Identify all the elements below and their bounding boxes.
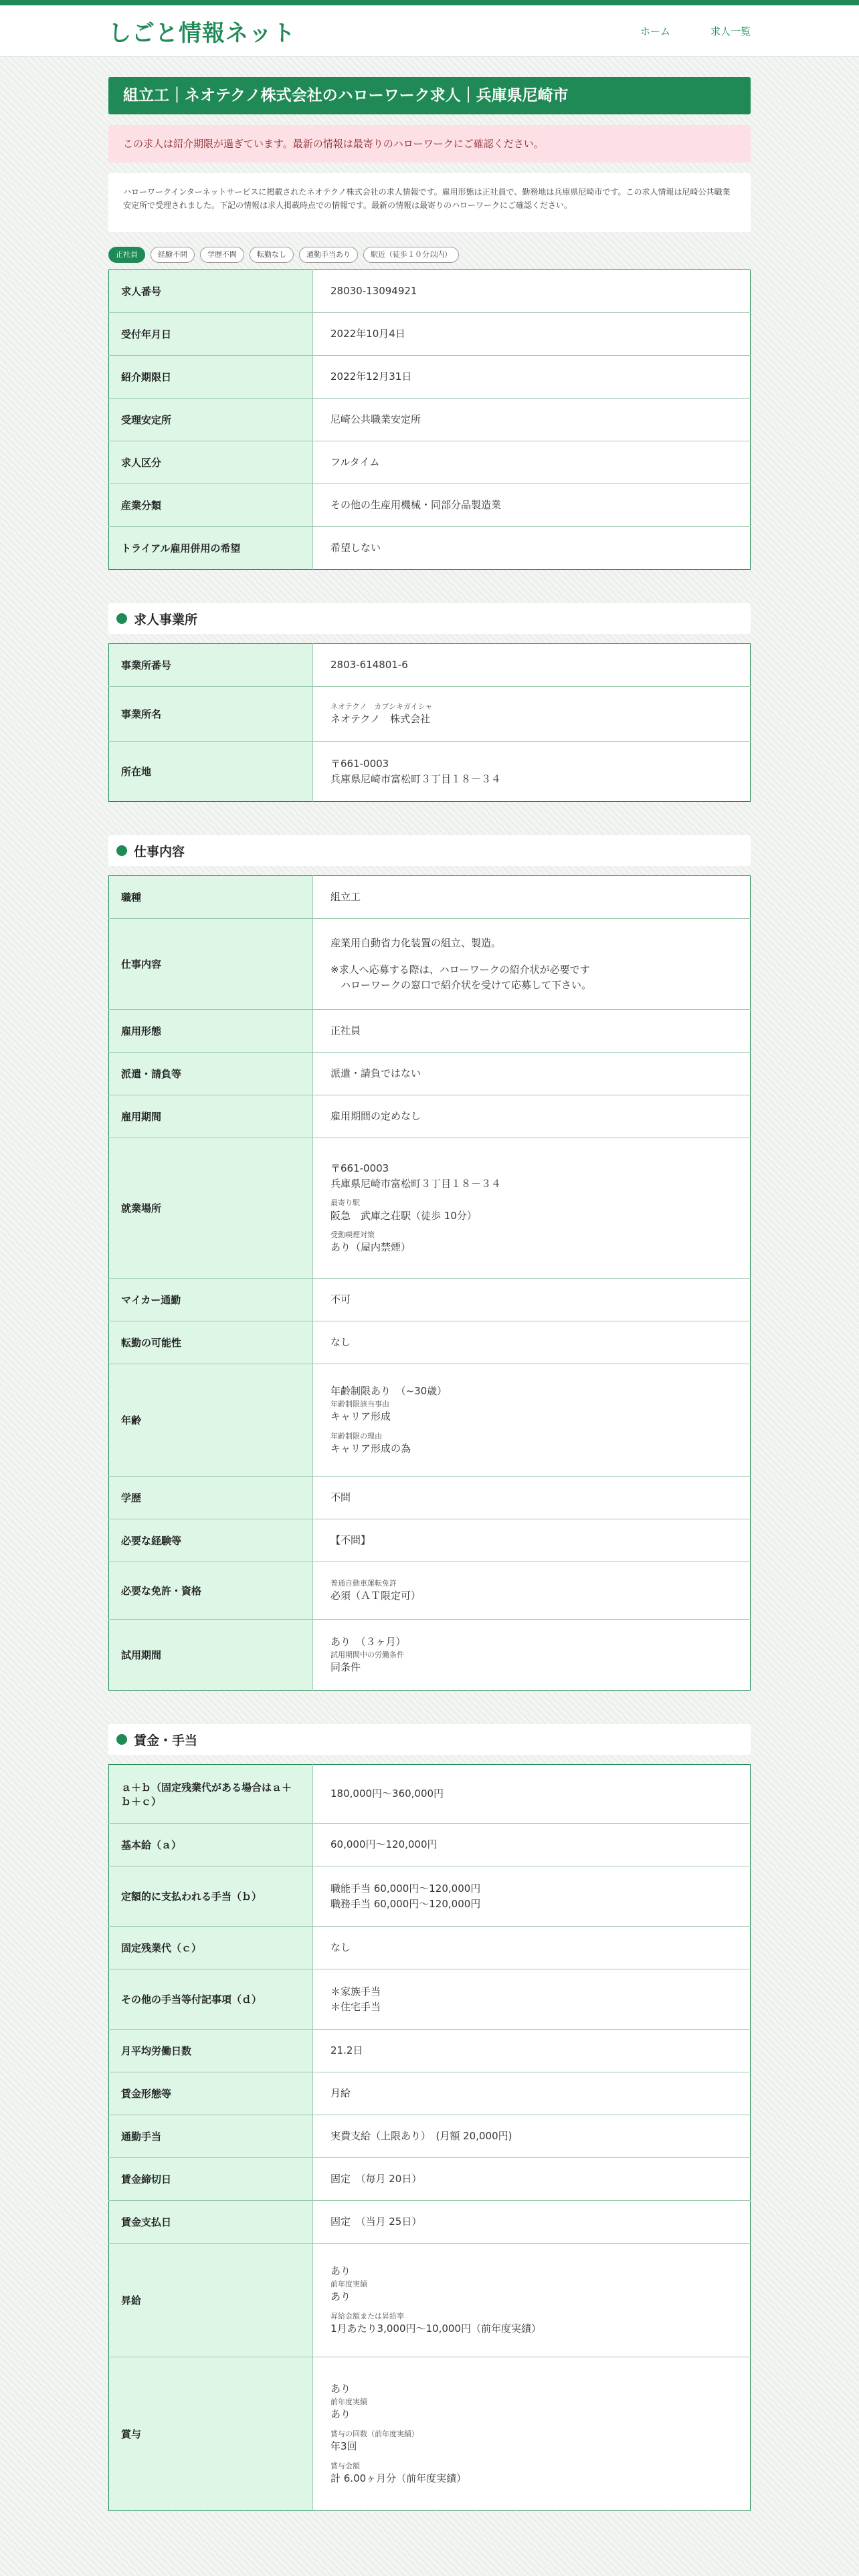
other-allowance-line: ＊住宅手当 — [330, 2000, 381, 2013]
spacer — [330, 950, 733, 962]
raise-prev-label: 前年度実績 — [330, 2279, 367, 2288]
bullet-dot-icon — [116, 845, 127, 856]
trial-cond: 同条件 — [330, 1661, 361, 1674]
row-value: 雇用期間の定めなし — [313, 1095, 751, 1138]
row-value: 派遣・請負ではない — [313, 1053, 751, 1095]
row-value — [313, 1138, 751, 1279]
table-row — [109, 1866, 751, 1927]
row-label: 固定残業代（ｃ） — [109, 1927, 313, 1969]
age-type-label: 年齢制限該当事由 — [330, 1399, 389, 1408]
table-row — [109, 2115, 751, 2158]
work-content-line: ※求人へ応募する際は、ハローワークの紹介状が必要です — [330, 964, 590, 976]
table-row — [109, 687, 751, 742]
spacer — [330, 2304, 733, 2311]
bonus-prev-value: あり — [330, 2408, 351, 2421]
row-value: 組立工 — [313, 876, 751, 919]
row-value: 不問 — [313, 1477, 751, 1519]
row-value — [313, 1969, 751, 2030]
office-zip: 〒661-0003 — [330, 758, 389, 770]
place-zip: 〒661-0003 — [330, 1162, 389, 1175]
table-row — [109, 1095, 751, 1138]
spacer — [330, 1191, 733, 1198]
bonus-prev-label: 前年度実績 — [330, 2397, 367, 2406]
section-heading-office — [108, 603, 751, 634]
row-value: なし — [313, 1321, 751, 1364]
other-allowance-line: ＊家族手当 — [330, 1985, 381, 1998]
spacer — [330, 2454, 733, 2461]
table-row — [109, 441, 751, 484]
row-label: 学歴 — [109, 1477, 313, 1519]
age-value: 年齢制限あり （~30歳） — [330, 1385, 448, 1398]
tag-no-education: 学歴不問 — [200, 247, 244, 263]
row-label: 派遣・請負等 — [109, 1053, 313, 1095]
table-row — [109, 1321, 751, 1364]
row-label: 紹介期限日 — [109, 356, 313, 399]
row-value: その他の生産用機械・同部分品製造業 — [313, 484, 751, 527]
smoking-label: 受動喫煙対策 — [330, 1230, 375, 1239]
tag-list — [108, 247, 751, 263]
row-label: 通勤手当 — [109, 2115, 313, 2158]
bonus-amount-label: 賞与金額 — [330, 2461, 360, 2470]
row-value — [313, 919, 751, 1010]
table-row — [109, 742, 751, 802]
age-reason-value: キャリア形成の為 — [330, 1442, 411, 1455]
row-label: 定額的に支払われる手当（ｂ） — [109, 1866, 313, 1927]
table-row — [109, 313, 751, 356]
nav-home-link[interactable]: ホーム — [640, 25, 670, 37]
license-sub: 普通自動車運転免許 — [330, 1578, 397, 1588]
row-value — [313, 1562, 751, 1620]
site-header — [0, 5, 859, 57]
tag-no-transfer: 転勤なし — [250, 247, 294, 263]
table-row — [109, 484, 751, 527]
row-label: 就業場所 — [109, 1138, 313, 1279]
table-row — [109, 1010, 751, 1053]
table-row — [109, 1969, 751, 2030]
table-row — [109, 1053, 751, 1095]
row-label: 試用期間 — [109, 1620, 313, 1691]
table-row — [109, 270, 751, 313]
trial-sub: 試用期間中の労働条件 — [330, 1650, 404, 1659]
office-name: ネオテクノ 株式会社 — [330, 712, 431, 725]
section-heading-text: 仕事内容 — [134, 844, 185, 859]
row-label: 昇給 — [109, 2244, 313, 2357]
row-value: 28030-13094921 — [313, 270, 751, 313]
license-value: 必須（ＡＴ限定可） — [330, 1589, 421, 1602]
wage-info-table — [108, 1764, 751, 2511]
place-address: 兵庫県尼崎市富松町３丁目１８－３４ — [330, 1177, 502, 1190]
row-value — [313, 1364, 751, 1477]
bullet-dot-icon — [116, 1734, 127, 1745]
spacer — [330, 1223, 733, 1230]
table-row — [109, 1138, 751, 1279]
table-row — [109, 1364, 751, 1477]
section-heading-work — [108, 835, 751, 866]
trial-value: あり （３ヶ月） — [330, 1636, 406, 1648]
row-value — [313, 742, 751, 802]
row-label: 月平均労働日数 — [109, 2030, 313, 2072]
row-value — [313, 1866, 751, 1927]
row-value: 2022年12月31日 — [313, 356, 751, 399]
tag-commute-allowance: 通勤手当あり — [299, 247, 358, 263]
table-row — [109, 527, 751, 570]
table-row — [109, 644, 751, 687]
job-description-summary: ハローワークインターネットサービスに掲載されたネオテクノ株式会社の求人情報です。雇用形態は正社員で、勤務地は兵庫県尼崎市です。この求人情報は尼崎公共職業安定所で受理されました。下記の情報は求人掲載時点での情報です。最新の情報は最寄りのハローワークにご確認ください。 — [108, 173, 751, 232]
table-row — [109, 1620, 751, 1691]
smoking-value: あり（屋内禁煙） — [330, 1241, 411, 1254]
bonus-amount-value: 計 6.00ヶ月分（前年度実績） — [330, 2472, 467, 2485]
row-value: 正社員 — [313, 1010, 751, 1053]
row-label: その他の手当等付記事項（ｄ） — [109, 1969, 313, 2030]
row-label: 求人番号 — [109, 270, 313, 313]
row-label: 必要な経験等 — [109, 1519, 313, 1562]
table-row — [109, 919, 751, 1010]
allowance-line: 職務手当 60,000円〜120,000円 — [330, 1897, 481, 1910]
row-value — [313, 1620, 751, 1691]
age-reason-label: 年齢制限の理由 — [330, 1431, 382, 1440]
row-label: 基本給（ａ） — [109, 1824, 313, 1866]
tag-fulltime: 正社員 — [108, 247, 145, 263]
bonus-value: あり — [330, 2383, 351, 2395]
row-label: 受付年月日 — [109, 313, 313, 356]
row-value: 【不問】 — [313, 1519, 751, 1562]
office-address: 兵庫県尼崎市富松町３丁目１８－３４ — [330, 772, 502, 785]
basic-info-table — [108, 270, 751, 570]
row-value — [313, 2244, 751, 2357]
bonus-times-label: 賞与の回数（前年度実績） — [330, 2429, 419, 2438]
tag-no-experience: 経験不問 — [151, 247, 195, 263]
row-value: フルタイム — [313, 441, 751, 484]
work-content-line: ハローワークの窓口で紹介状を受けて応募して下さい。 — [330, 978, 592, 991]
work-content-line: 産業用自動省力化装置の組立、製造。 — [330, 936, 502, 949]
row-label: 受理安定所 — [109, 399, 313, 441]
work-info-table — [108, 875, 751, 1691]
row-value: 2803-614801-6 — [313, 644, 751, 687]
page-title: 組立工｜ネオテクノ株式会社のハローワーク求人｜兵庫県尼崎市 — [108, 77, 751, 114]
main-content — [108, 57, 751, 2511]
office-info-table — [108, 643, 751, 802]
site-logo[interactable]: しごと情報ネット — [108, 19, 296, 47]
age-type-value: キャリア形成 — [330, 1410, 391, 1423]
tag-near-station: 駅近（徒歩１０分以内） — [363, 247, 459, 263]
section-heading-wage — [108, 1724, 751, 1755]
table-row — [109, 1927, 751, 1969]
row-value: 21.2日 — [313, 2030, 751, 2072]
nav-job-list-link[interactable]: 求人一覧 — [710, 25, 751, 37]
row-label: 転勤の可能性 — [109, 1321, 313, 1364]
row-label: 産業分類 — [109, 484, 313, 527]
row-label: 所在地 — [109, 742, 313, 802]
table-row — [109, 2072, 751, 2115]
row-label: 賃金締切日 — [109, 2158, 313, 2201]
table-row — [109, 2201, 751, 2244]
row-value: 固定 （毎月 20日） — [313, 2158, 751, 2201]
row-label: 事業所番号 — [109, 644, 313, 687]
row-value — [313, 2357, 751, 2511]
row-label: 職種 — [109, 876, 313, 919]
row-label: 仕事内容 — [109, 919, 313, 1010]
row-label: ａ＋ｂ（固定残業代がある場合はａ＋ｂ＋ｃ） — [109, 1765, 313, 1824]
raise-value: あり — [330, 2265, 351, 2278]
row-value: 尼崎公共職業安定所 — [313, 399, 751, 441]
row-value: 2022年10月4日 — [313, 313, 751, 356]
row-value: なし — [313, 1927, 751, 1969]
top-accent-bar — [0, 0, 859, 5]
row-label: 賃金形態等 — [109, 2072, 313, 2115]
row-label: 雇用期間 — [109, 1095, 313, 1138]
section-heading-text: 賃金・手当 — [134, 1733, 198, 1748]
table-row — [109, 356, 751, 399]
row-label: 求人区分 — [109, 441, 313, 484]
row-value: 固定 （当月 25日） — [313, 2201, 751, 2244]
row-value: 180,000円〜360,000円 — [313, 1765, 751, 1824]
row-label: 年齢 — [109, 1364, 313, 1477]
row-label: マイカー通勤 — [109, 1279, 313, 1321]
allowance-line: 職能手当 60,000円〜120,000円 — [330, 1883, 481, 1895]
row-label: 雇用形態 — [109, 1010, 313, 1053]
bullet-dot-icon — [116, 613, 127, 624]
table-row — [109, 399, 751, 441]
main-nav — [640, 24, 751, 38]
table-row — [109, 1279, 751, 1321]
table-row — [109, 1562, 751, 1620]
row-label: 事業所名 — [109, 687, 313, 742]
spacer — [330, 2422, 733, 2429]
expired-notice: この求人は紹介期限が過ぎています。最新の情報は最寄りのハローワークにご確認ください。 — [108, 125, 751, 163]
row-value: 希望しない — [330, 542, 381, 554]
table-row — [109, 2357, 751, 2511]
raise-amount-label: 昇給金額または昇給率 — [330, 2311, 404, 2321]
table-row — [109, 1519, 751, 1562]
table-row — [109, 1477, 751, 1519]
office-name-kana: ネオテクノ カブシキガイシャ — [330, 702, 433, 711]
table-row — [109, 876, 751, 919]
row-value: 60,000円〜120,000円 — [313, 1824, 751, 1866]
row-label: 賃金支払日 — [109, 2201, 313, 2244]
row-label: トライアル雇用併用の希望 — [109, 527, 313, 570]
raise-amount-value: 1月あたり3,000円〜10,000円（前年度実績） — [330, 2323, 541, 2335]
section-heading-text: 求人事業所 — [134, 612, 198, 627]
table-row — [109, 1765, 751, 1824]
station-label: 最寄り駅 — [330, 1198, 360, 1208]
row-value — [313, 687, 751, 742]
row-label: 必要な免許・資格 — [109, 1562, 313, 1620]
station-value: 阪急 武庫之荘駅（徒歩 10分） — [330, 1209, 477, 1222]
table-row — [109, 2158, 751, 2201]
table-row — [109, 2244, 751, 2357]
row-value: 月給 — [313, 2072, 751, 2115]
row-value: 不可 — [313, 1279, 751, 1321]
spacer — [330, 1424, 733, 1431]
row-label: 賞与 — [109, 2357, 313, 2511]
table-row — [109, 1824, 751, 1866]
row-value: 実費支給（上限あり） (月額 20,000円) — [313, 2115, 751, 2158]
bonus-times-value: 年3回 — [330, 2440, 357, 2453]
raise-prev-value: あり — [330, 2290, 351, 2303]
table-row — [109, 2030, 751, 2072]
